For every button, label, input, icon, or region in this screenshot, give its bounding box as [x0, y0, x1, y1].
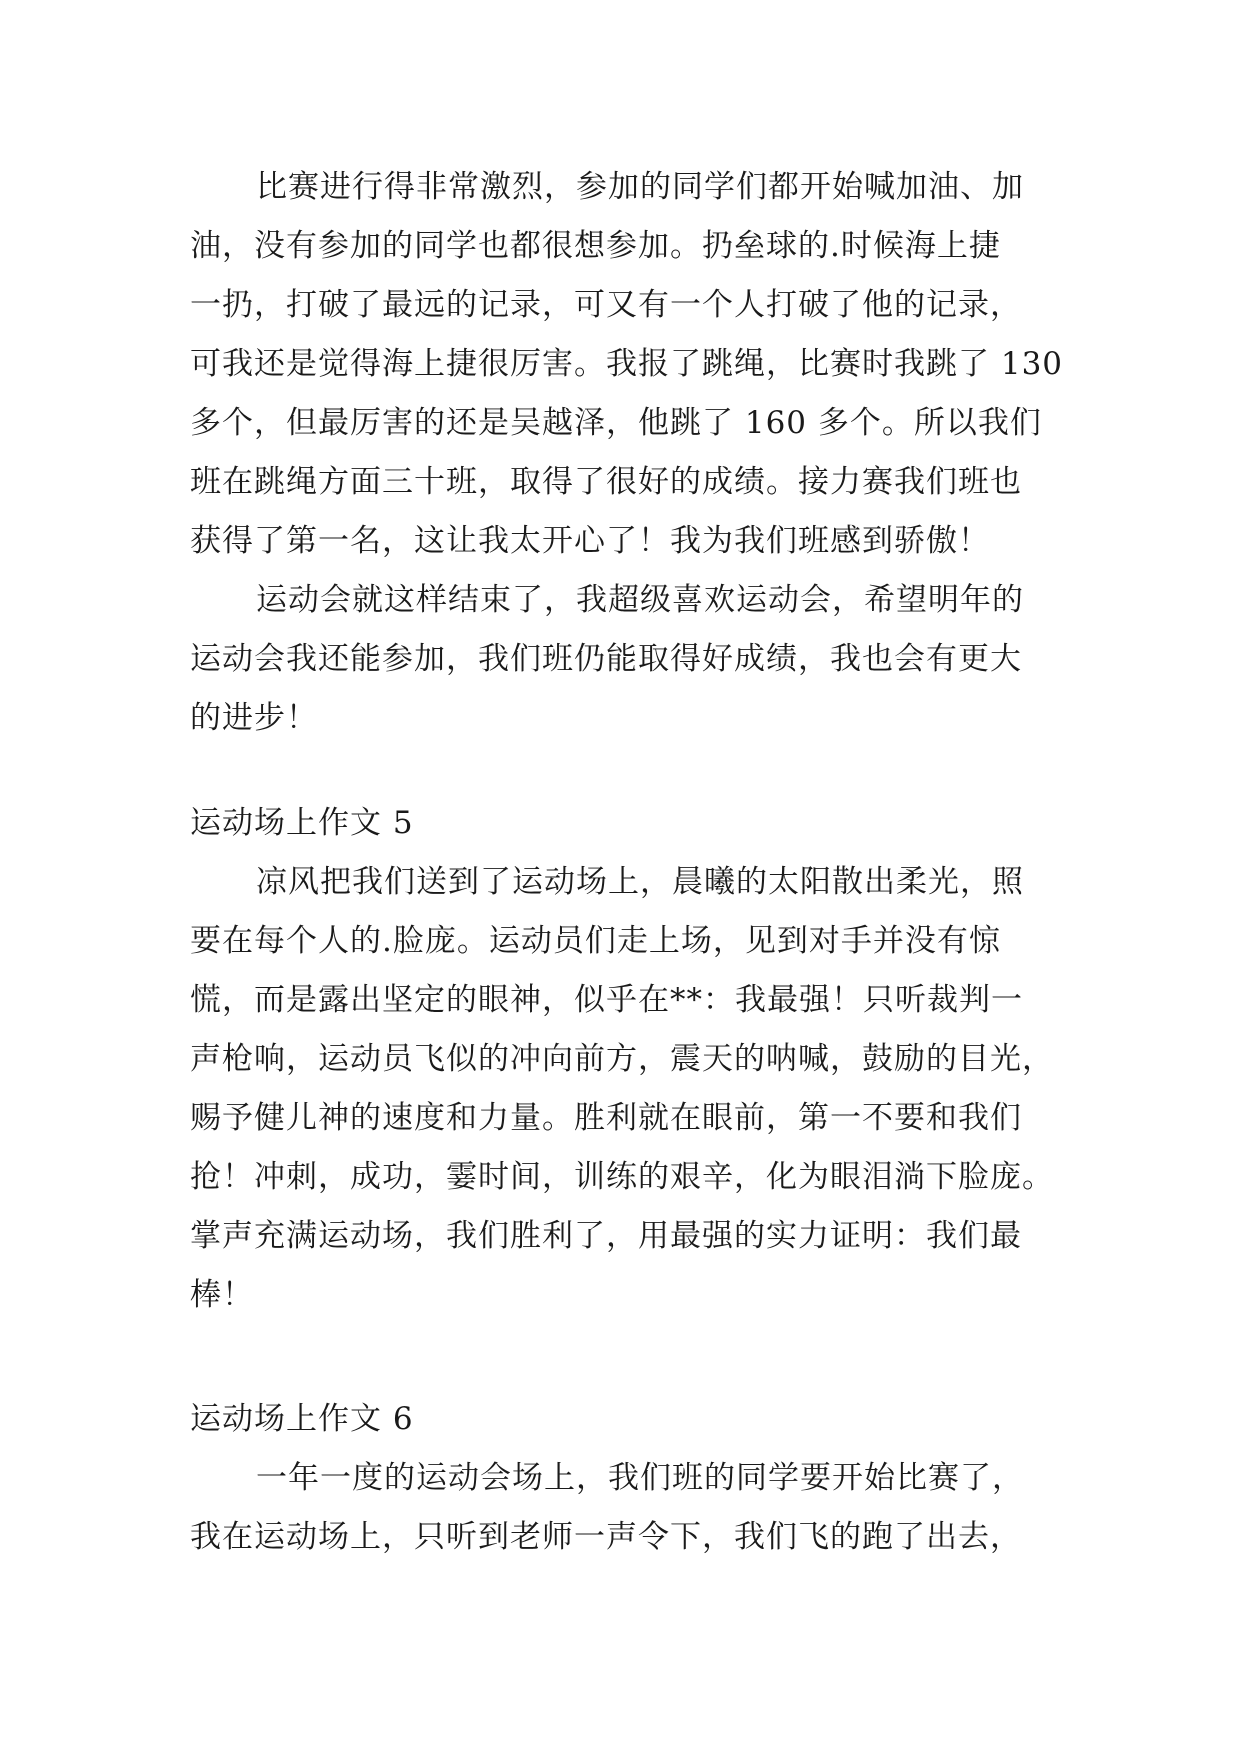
paragraph-competition: [190, 158, 1070, 571]
text-line: 我在运动场上，只听到老师一声令下，我们飞的跑了出去，: [190, 1519, 1022, 1555]
text-line: 油，没有参加的同学也都很想参加。扔垒球的.时候海上捷: [190, 228, 1001, 264]
text-line: 要在每个人的.脸庞。运动员们走上场，见到对手并没有惊: [190, 923, 1001, 959]
text-line: 抢！冲刺，成功，霎时间，训练的艰辛，化为眼泪淌下脸庞。: [190, 1159, 1054, 1195]
paragraph-conclusion: [190, 571, 1070, 748]
paragraph-essay-6: [190, 1449, 1070, 1567]
text-line: 可我还是觉得海上捷很厉害。我报了跳绳，比赛时我跳了 130: [190, 346, 1064, 382]
essay-heading-5: 运动场上作文 5: [190, 805, 414, 841]
text-line: 一年一度的运动会场上，我们班的同学要开始比赛了，: [256, 1460, 1024, 1496]
text-line: 棒！: [190, 1277, 254, 1313]
text-line: 慌，而是露出坚定的眼神，似乎在**：我最强！只听裁判一: [190, 982, 1023, 1018]
text-line: 获得了第一名，这让我太开心了！我为我们班感到骄傲！: [190, 523, 990, 559]
text-line: 运动会就这样结束了，我超级喜欢运动会，希望明年的: [256, 582, 1024, 618]
essay-heading-6: 运动场上作文 6: [190, 1401, 414, 1437]
text-line: 比赛进行得非常激烈，参加的同学们都开始喊加油、加: [256, 169, 1024, 205]
text-line: 一扔，打破了最远的记录，可又有一个人打破了他的记录，: [190, 287, 1022, 323]
text-line: 赐予健儿神的速度和力量。胜利就在眼前，第一不要和我们: [190, 1100, 1022, 1136]
text-line: 运动会我还能参加，我们班仍能取得好成绩，我也会有更大: [190, 641, 1022, 677]
paragraph-essay-5: [190, 853, 1070, 1325]
text-line: 凉风把我们送到了运动场上，晨曦的太阳散出柔光，照: [256, 864, 1024, 900]
text-line: 班在跳绳方面三十班，取得了很好的成绩。接力赛我们班也: [190, 464, 1022, 500]
text-line: 声枪响，运动员飞似的冲向前方，震天的呐喊，鼓励的目光，: [190, 1041, 1054, 1077]
text-line: 的进步！: [190, 700, 318, 736]
text-line: 多个，但最厉害的还是吴越泽，他跳了 160 多个。所以我们: [190, 405, 1042, 441]
text-line: 掌声充满运动场，我们胜利了，用最强的实力证明：我们最: [190, 1218, 1022, 1254]
